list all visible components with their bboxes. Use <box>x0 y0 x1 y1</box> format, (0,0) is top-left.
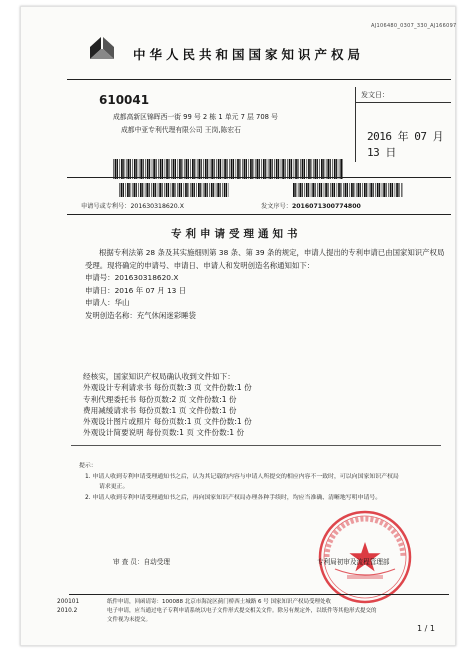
tip-item: 请求更正。 <box>99 484 129 490</box>
app-date-row-value: 2016 年 07 月 13 日 <box>114 285 187 295</box>
invention-row-label: 发明创造名称： <box>85 310 137 320</box>
intro-line-1: 根据专利法第 28 条及其实施细则第 38 条、第 39 条的规定，申请人提出的专利申请已由国家知识产权局 <box>99 248 445 257</box>
postal-code: 610041 <box>99 93 150 107</box>
recipient-address: 成都高新区锦晖西一街 99 号 2 栋 1 单元 7 层 708 号 <box>113 113 278 121</box>
serial-barcode-icon <box>293 183 403 197</box>
serial-number: 2016071300774800 <box>291 203 361 210</box>
applicant-row <box>85 297 445 310</box>
tip-item: 1. 申请人收到专利申请受理通知书之后，认为其记载的内容与申请人所提交的相应内容不一致时，可以向国家知识产权局 <box>85 473 399 480</box>
notice-title: 专利申请受理通知书 <box>171 228 302 240</box>
date-box-rule <box>355 102 451 103</box>
serial-number-line <box>261 201 361 210</box>
notice-page <box>20 6 456 646</box>
footer-line: 纸件申请，回函请寄：100088 北京市海淀区蓟门桥西土城路 6 号 国家知识产权局受理处收 <box>107 599 331 605</box>
app-date-row-label: 申请日： <box>85 285 115 295</box>
document-item: 专利代理委托书 每份页数:2 页 文件份数:1 份 <box>83 394 237 404</box>
applicant-row-label: 申请人： <box>85 298 115 308</box>
document-item: 外观设计简要说明 每份页数:1 页 文件份数:1 份 <box>83 428 245 438</box>
footer-line: 电子申请，应当通过电子专利申请系统以电子文件形式提交相关文件。除另有规定外，以纸件等其他形式提交的 <box>107 607 377 614</box>
issue-date-label: 发文日： <box>361 91 389 99</box>
tip-item: 2. 申请人收到专利申请受理通知书之后，再向国家知识产权局办理各种手续时，均应当准确、清晰地写明申请号。 <box>85 494 382 501</box>
tips-heading: 提示： <box>79 463 97 469</box>
footer-line: 文件视为未提交。 <box>107 616 152 623</box>
applicant-row-value: 华山 <box>114 298 130 308</box>
invention-row-value: 充气休闲迷彩睡袋 <box>136 310 196 320</box>
header-divider <box>67 79 451 80</box>
document-item: 外观设计图片或照片 每份页数:1 页 文件份数:1 份 <box>83 417 252 427</box>
notice-body <box>85 247 445 323</box>
intro-line-2: 受理。现将确定的申请号、申请日、申请人和发明创造名称通知如下： <box>85 260 315 270</box>
app-number-row <box>85 272 445 285</box>
form-code-version: 2010.2 <box>57 608 78 614</box>
footer-notes <box>107 598 447 624</box>
footer-divider <box>69 594 449 595</box>
examiner: 审 查 员：自动受理 <box>113 558 170 566</box>
app-number-row-value: 201630318620.X <box>114 273 179 283</box>
cnipa-logo-icon <box>87 33 117 63</box>
barcode-divider <box>67 177 451 178</box>
application-number-line <box>81 201 184 210</box>
application-number: 201630318620.X <box>130 203 184 210</box>
documents-intro: 经核实，国家知识产权局确认收到文件如下： <box>83 372 235 381</box>
office-name: 中华人民共和国国家知识产权局 <box>133 47 365 62</box>
invention-row <box>85 310 445 323</box>
tips-divider <box>71 445 441 446</box>
recipient-barcode-icon <box>113 159 343 179</box>
numbers-divider <box>67 214 451 215</box>
form-code-number: 200101 <box>57 599 80 605</box>
application-number-label: 申请号或专利号： <box>81 203 131 210</box>
issue-date: 2016 年 07 月 13 日 <box>367 130 444 159</box>
recipient-agent: 成都中亚专利代理有限公司 王岗,陈宏石 <box>121 126 241 134</box>
issuing-department: 专利局初审及流程管理部 <box>317 558 390 566</box>
form-code <box>57 598 79 616</box>
app-date-row <box>85 285 445 298</box>
document-id: AJ106480_0307_330_AJ166097 <box>371 23 457 29</box>
document-item: 费用减缓请求书 每份页数:1 页 文件份数:1 份 <box>83 405 237 415</box>
received-documents <box>83 371 252 439</box>
page-number: 1 / 1 <box>417 624 435 633</box>
document-item: 外观设计专利请求书 每份页数:3 页 文件份数:1 份 <box>83 383 252 393</box>
app-number-row-label: 申请号： <box>85 273 115 283</box>
application-barcode-icon <box>119 183 229 197</box>
tips-section <box>79 461 449 503</box>
serial-number-label: 发文序号： <box>261 203 292 210</box>
